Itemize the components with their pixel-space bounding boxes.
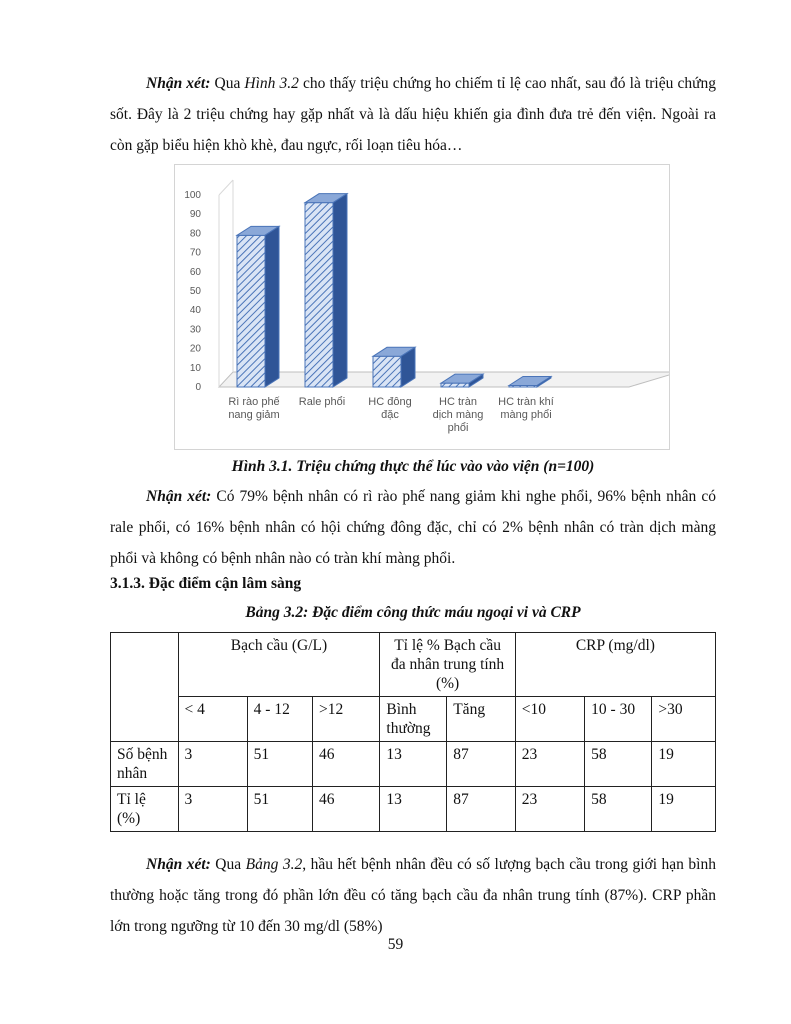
group-header-neutrophil: Tỉ lệ % Bạch cầu đa nhân trung tính (%) — [380, 633, 515, 697]
paragraph-text: Qua — [210, 856, 246, 873]
bar-side — [333, 194, 347, 387]
table-row — [111, 742, 716, 787]
y-tick-label: 40 — [189, 305, 201, 317]
table-subheader: >12 — [312, 697, 379, 742]
y-tick-label: 80 — [189, 228, 201, 240]
y-tick-label: 50 — [189, 286, 201, 297]
table-cell: 51 — [247, 787, 312, 832]
table-subheader: 10 - 30 — [585, 697, 652, 742]
paragraph-text: , hầu hết bệnh nhân đều có số lượng bạch cầu trong giới hạn bình thường hoặc tăng trong đó phần lớn đều có tăng bạch cầu đa nhân trung tính (87%). CRP phần lớn trong ngưỡng từ 10 đến 30 mg/dl (58%) — [110, 856, 716, 935]
table-header-row — [111, 633, 716, 697]
y-tick-label: 100 — [184, 190, 201, 201]
figure-reference: Hình 3.2 — [244, 75, 299, 92]
row-label: Tỉ lệ (%) — [111, 787, 179, 832]
table-cell: 23 — [515, 787, 584, 832]
table-subheader: < 4 — [178, 697, 247, 742]
y-tick-label: 60 — [189, 266, 201, 278]
table-subheader: >30 — [652, 697, 716, 742]
y-tick-label: 0 — [195, 382, 201, 393]
row-label: Số bệnh nhân — [111, 742, 179, 787]
bar-chart-physical-symptoms — [174, 164, 670, 450]
remark-label: Nhận xét: — [146, 488, 212, 505]
remark-label: Nhận xét: — [146, 856, 211, 873]
page-number: 59 — [387, 936, 404, 953]
table-subheader: 4 - 12 — [247, 697, 312, 742]
chart-wall-top — [219, 180, 233, 195]
y-axis-ticks — [184, 190, 201, 393]
paragraph-text: cho thấy triệu chứng ho chiếm tỉ lệ cao nhất, sau đó là triệu chứng sốt. Đây là 2 triệu chứng hay gặp nhất và là dấu hiệu khiến gia đình đưa trẻ đến viện. Ngoài ra còn gặp biểu hiện khò khè, đau ngực, rối loạn tiêu hóa… — [110, 75, 716, 154]
remark-label: Nhận xét: — [146, 75, 211, 92]
group-header-crp: CRP (mg/dl) — [515, 633, 715, 697]
blood-count-crp-table — [110, 632, 716, 832]
paragraph-remark-table32 — [110, 849, 716, 942]
table-cell: 46 — [312, 742, 379, 787]
table-subheader: Tăng — [447, 697, 516, 742]
bar-front — [305, 203, 333, 387]
table-corner-cell — [111, 633, 179, 742]
table-row — [111, 787, 716, 832]
table-cell: 51 — [247, 742, 312, 787]
table-cell: 19 — [652, 787, 716, 832]
x-category-label: HC tràn dịch màng phổi — [432, 396, 484, 434]
table-cell: 46 — [312, 787, 379, 832]
table-cell: 87 — [447, 742, 516, 787]
y-tick-label: 30 — [189, 324, 201, 336]
table-cell: 23 — [515, 742, 584, 787]
table-cell: 58 — [585, 742, 652, 787]
bar-front — [373, 356, 401, 387]
table-cell: 13 — [380, 787, 447, 832]
table-subheader-row — [111, 697, 716, 742]
y-tick-label: 70 — [189, 247, 201, 259]
x-category-label: Rale phổi — [298, 396, 346, 408]
x-category-label: HC tràn khí màng phổi — [498, 396, 554, 421]
chart-canvas — [175, 165, 669, 449]
table-cell: 19 — [652, 742, 716, 787]
chart-floor — [219, 180, 669, 387]
x-axis-categories — [228, 396, 554, 434]
paragraph-remark-fig32 — [110, 68, 716, 161]
table-reference: Bảng 3.2 — [245, 856, 303, 873]
figure-caption: Hình 3.1. Triệu chứng thực thể lúc vào vào viện (n=100) — [231, 458, 595, 475]
y-tick-label: 10 — [189, 362, 201, 374]
table-caption: Bảng 3.2: Đặc điểm công thức máu ngoại vi và CRP — [245, 604, 581, 621]
table-cell: 3 — [178, 787, 247, 832]
bar-front — [441, 383, 469, 387]
paragraph-remark-fig31 — [110, 481, 716, 574]
paragraph-text: Có 79% bệnh nhân có rì rào phế nang giảm khi nghe phổi, 96% bệnh nhân có rale phổi, có 16% bệnh nhân có hội chứng đông đặc, chỉ có 2% bệnh nhân có tràn dịch màng phổi và không có bệnh nhân nào có tràn khí màng phổi. — [110, 488, 716, 567]
bar-front — [237, 235, 265, 387]
x-category-label: HC đông đặc — [368, 396, 412, 421]
x-category-label: Rì rào phế nang giảm — [228, 396, 280, 421]
table-subheader: Bình thường — [380, 697, 447, 742]
chart-bars — [237, 194, 551, 387]
table-cell: 13 — [380, 742, 447, 787]
bar-side — [265, 226, 279, 387]
y-tick-label: 90 — [189, 209, 201, 221]
table-cell: 87 — [447, 787, 516, 832]
group-header-wbc: Bạch cầu (G/L) — [178, 633, 380, 697]
table-cell: 58 — [585, 787, 652, 832]
table-cell: 3 — [178, 742, 247, 787]
table-subheader: <10 — [515, 697, 584, 742]
section-heading: 3.1.3. Đặc điểm cận lâm sàng — [110, 575, 302, 592]
y-tick-label: 20 — [189, 343, 201, 355]
paragraph-text: Qua — [210, 75, 245, 92]
